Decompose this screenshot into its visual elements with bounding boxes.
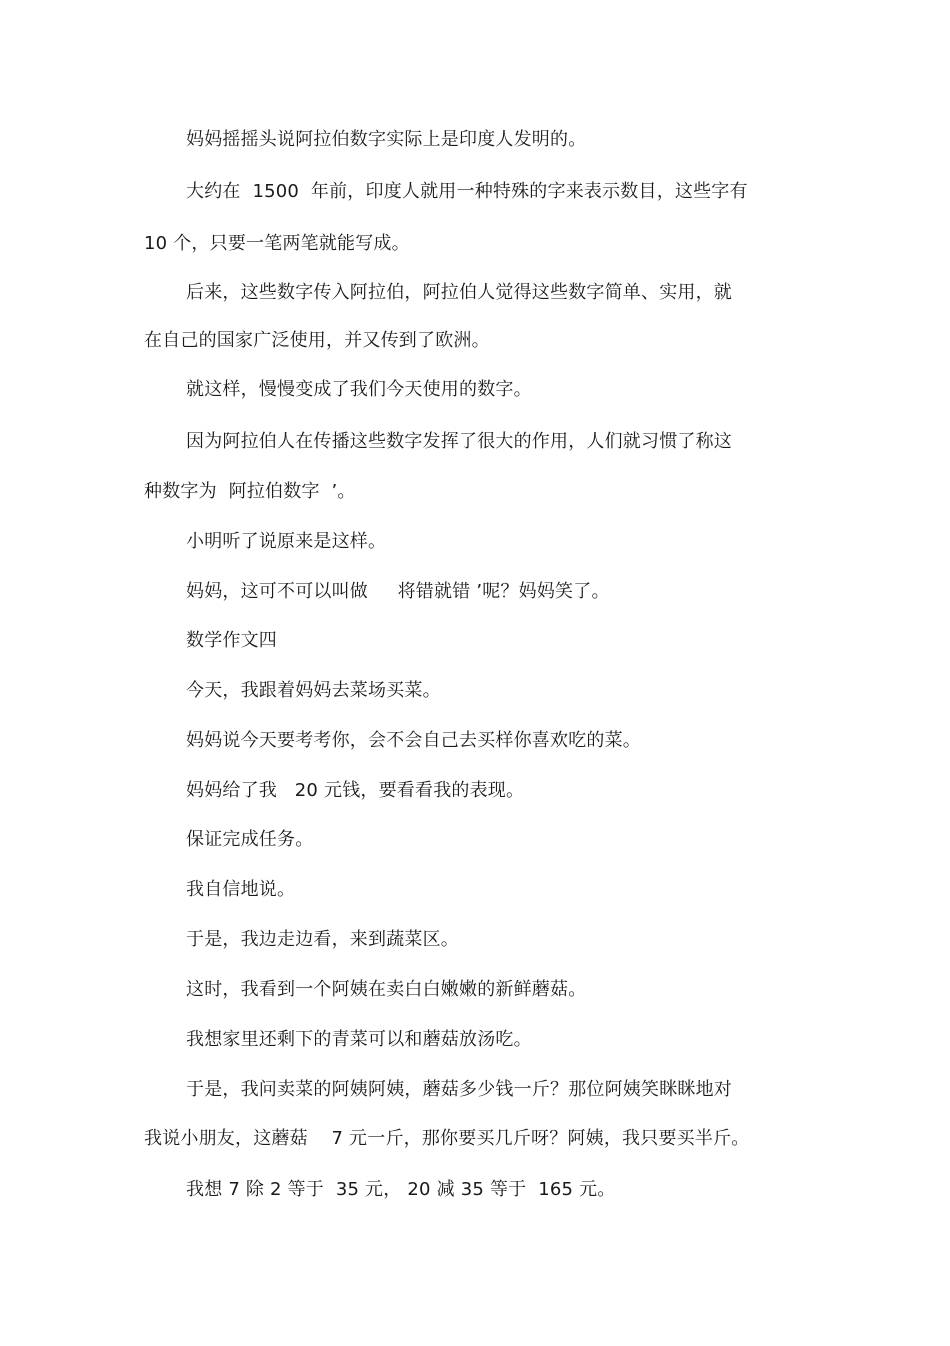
paragraph-line: 我想家里还剩下的青菜可以和蘑菇放汤吃。 [186,1029,532,1050]
paragraph-line: 大约在 1500 年前，印度人就用一种特殊的字来表示数目，这些字有 [186,181,748,202]
paragraph-line: 于是，我问卖菜的阿姨阿姨，蘑菇多少钱一斤？那位阿姨笑眯眯地对 [186,1079,732,1100]
paragraph-line: 妈妈给了我 20 元钱，要看看我的表现。 [186,780,525,801]
paragraph-line: 妈妈，这可不可以叫做 将错就错 ’呢？妈妈笑了。 [186,581,610,602]
paragraph-line: 于是，我边走边看，来到蔬菜区。 [186,929,459,950]
paragraph-line: 后来，这些数字传入阿拉伯，阿拉伯人觉得这些数字简单、实用，就 [186,282,732,303]
paragraph-line: 这时，我看到一个阿姨在卖白白嫩嫩的新鲜蘑菇。 [186,979,587,1000]
paragraph-line: 我自信地说。 [186,879,296,900]
paragraph-line: 因为阿拉伯人在传播这些数字发挥了很大的作用，人们就习惯了称这 [186,431,732,452]
paragraph-line: 就这样，慢慢变成了我们今天使用的数字。 [186,379,532,400]
paragraph-line: 妈妈说今天要考考你，会不会自己去买样你喜欢吃的菜。 [186,730,641,751]
paragraph-line: 我想 7 除 2 等于 35 元， 20 减 35 等于 165 元。 [186,1179,616,1200]
paragraph-line: 种数字为 阿拉伯数字 ’。 [144,481,356,502]
paragraph-line: 妈妈摇摇头说阿拉伯数字实际上是印度人发明的。 [186,129,587,150]
paragraph-line: 在自己的国家广泛使用，并又传到了欧洲。 [144,330,490,351]
paragraph-line: 保证完成任务。 [186,829,314,850]
paragraph-line: 今天，我跟着妈妈去菜场买菜。 [186,680,441,701]
paragraph-line: 小明听了说原来是这样。 [186,531,387,552]
paragraph-line: 10 个，只要一笔两笔就能写成。 [144,233,410,254]
section-heading: 数学作文四 [186,630,277,651]
paragraph-line: 我说小朋友，这蘑菇 7 元一斤，那你要买几斤呀？阿姨，我只要买半斤。 [144,1128,750,1149]
